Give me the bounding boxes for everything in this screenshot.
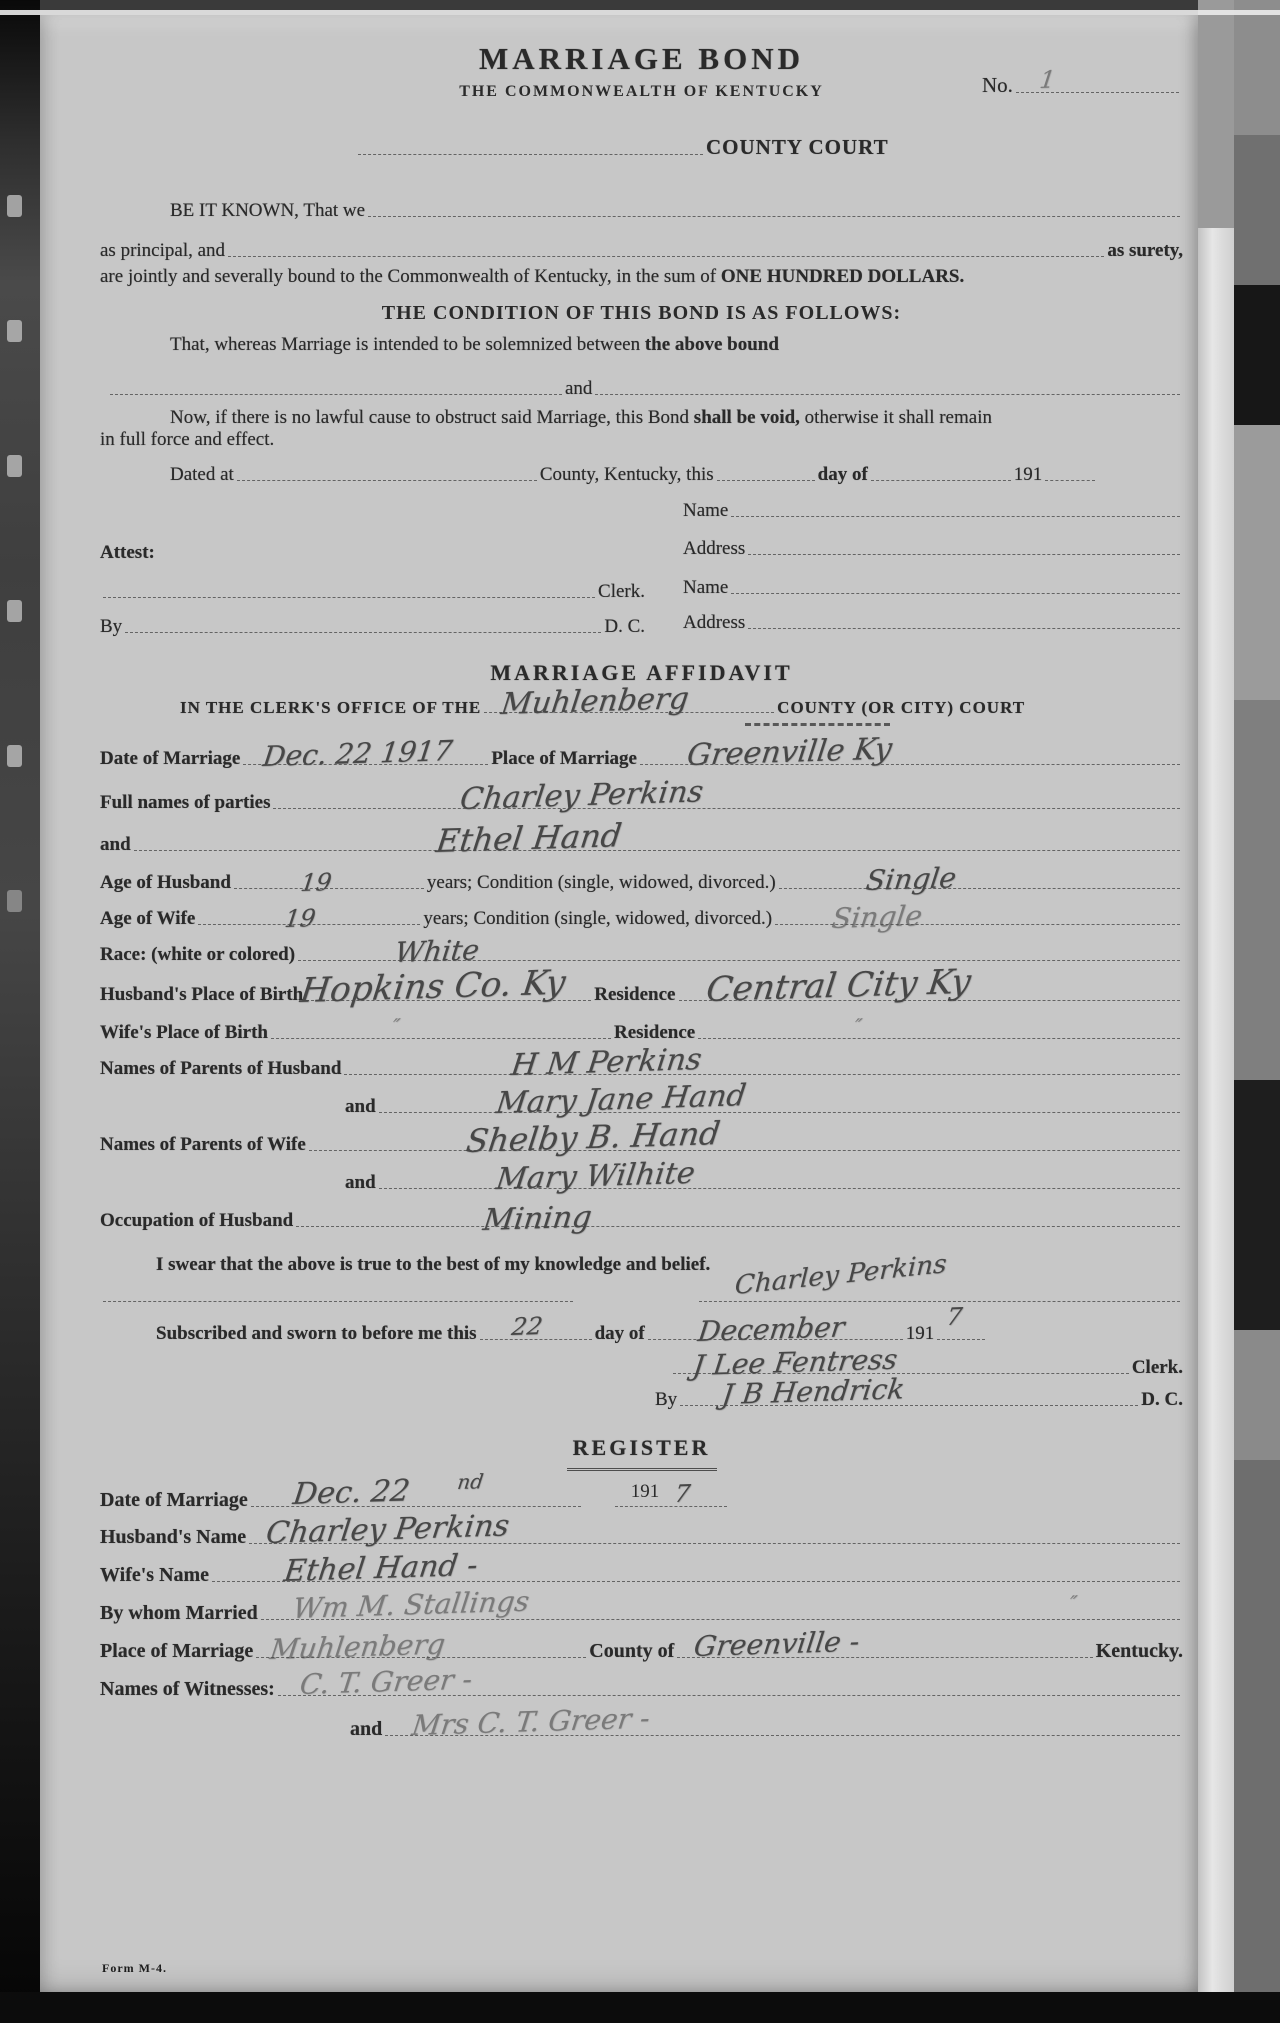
principal-name-line: [368, 211, 1180, 217]
address1-row: [683, 538, 1183, 560]
surety-name-line: [228, 251, 1104, 257]
sworn-prefix: Subscribed and sworn to before me this: [156, 1323, 477, 1344]
handwritten-date-ordinal: nd: [455, 1469, 485, 1494]
wife-birth-row: [100, 1013, 1183, 1044]
address-label: Address: [683, 612, 746, 633]
witness2-line: [385, 1701, 1180, 1742]
parents-wife-line: [309, 1114, 1180, 1160]
parties-and-row2: [100, 816, 1183, 860]
whereas-bold: the above bound: [644, 334, 779, 355]
dated-at-row: [100, 464, 1183, 486]
wife-residence-line: [698, 1013, 1180, 1039]
handwritten-married-by: Wm M. Stallings: [290, 1584, 532, 1625]
handwritten-condition-husband: Single: [863, 861, 958, 897]
race-line: [298, 933, 1180, 969]
handwritten-register-date: Dec. 22: [290, 1473, 412, 1512]
dated-county-line: [237, 475, 537, 481]
office-suffix: COUNTY (OR CITY) COURT: [777, 698, 1026, 717]
register-heading: REGISTER: [572, 1435, 711, 1460]
age-husband-line: [234, 868, 424, 897]
scan-right-edge: [1234, 0, 1280, 2023]
handwritten-marriage-place: Greenville Ky: [684, 731, 894, 773]
document-content: [40, 15, 1198, 1741]
clerk-label: Clerk.: [598, 581, 645, 602]
clerk-label: Clerk.: [1131, 1357, 1183, 1378]
county-of-label: County of: [589, 1640, 675, 1662]
by-label: By: [100, 616, 123, 637]
county-of-line: [677, 1624, 1092, 1663]
day-of-label: day of: [817, 464, 868, 485]
handwritten-wife-name: Ethel Hand: [433, 816, 624, 860]
register-year-line: [615, 1479, 727, 1508]
year-prefix: 191: [1013, 464, 1043, 485]
married-by-line: [261, 1584, 1180, 1625]
parents-husband-line: [344, 1042, 1180, 1083]
spacer: [100, 1113, 345, 1118]
name1-row: [683, 500, 1183, 522]
form-number-line: [1016, 65, 1179, 94]
occupation-row: [100, 1199, 1183, 1238]
date-line: [243, 734, 488, 773]
deputy-signature-line: [125, 627, 601, 633]
handwritten-county-of: Greenville -: [692, 1624, 862, 1663]
occupation-label: Occupation of Husband: [100, 1210, 294, 1231]
party-two-line: [595, 389, 1180, 395]
document-title: MARRIAGE BOND: [479, 41, 804, 76]
affidavit-clerk-row: [100, 1342, 1183, 1382]
state-label: Kentucky.: [1095, 1640, 1183, 1662]
register-husband-row: [100, 1508, 1183, 1551]
condition-husband-line: [779, 861, 1180, 897]
parents-husband-row: [100, 1042, 1183, 1083]
parties-line: [273, 774, 1180, 817]
sworn-day-line: [480, 1312, 592, 1341]
form-number-label: No.: [982, 73, 1013, 97]
handwritten-ditto: ″: [853, 1013, 864, 1038]
dc-label: D. C.: [1141, 1389, 1183, 1410]
dc-label: D. C.: [604, 616, 645, 637]
handwritten-father-husband: H M Perkins: [509, 1042, 705, 1083]
sworn-month-line: [648, 1310, 903, 1348]
handwritten-witness1: C. T. Greer -: [297, 1662, 475, 1701]
clerk-signature-line: [103, 592, 595, 598]
handwritten-register-place: Muhlenberg: [268, 1627, 448, 1666]
spacer: [100, 1736, 350, 1741]
office-prefix: IN THE CLERK'S OFFICE OF THE: [180, 698, 482, 717]
handwritten-condition-wife: Single: [830, 899, 925, 935]
mother-wife-line: [379, 1155, 1180, 1197]
mother-husband-line: [379, 1078, 1180, 1121]
handwritten-father-wife: Shelby B. Hand: [463, 1114, 723, 1160]
binding-stitch-mark: [7, 890, 22, 912]
handwritten-ditto: ″: [390, 1013, 402, 1038]
condition-heading: THE CONDITION OF THIS BOND IS AS FOLLOWS:: [381, 302, 902, 324]
handwritten-husband-birth: Hopkins Co. Ky: [298, 962, 568, 1011]
handwritten-mother-husband: Mary Jane Hand: [493, 1078, 748, 1121]
parties-label: Full names of parties: [100, 792, 271, 813]
party-one-line: [110, 389, 562, 395]
clerks-office-row: [100, 681, 1183, 722]
spacer: [1025, 713, 1183, 718]
binding-stitch-mark: [7, 600, 22, 622]
as-principal-label: as principal, and: [100, 240, 226, 261]
parents-husband-label: Names of Parents of Husband: [100, 1058, 342, 1079]
empty-row: [100, 500, 645, 526]
handwritten-affiant-signature: Charley Perkins: [734, 1249, 948, 1301]
affiant-signature-line: [699, 1249, 1180, 1302]
deputy-row: [100, 616, 645, 638]
day-of-label: day of: [594, 1323, 645, 1344]
county-court-label: COUNTY COURT: [706, 135, 889, 159]
attest-left-column: [100, 500, 645, 638]
and-label: and: [350, 1718, 383, 1740]
handwritten-sworn-year: 7: [945, 1302, 965, 1331]
spacer: [100, 1189, 345, 1194]
void-clause-line2: in full force and effect.: [100, 429, 275, 450]
scan-bottom-band: [0, 1992, 1280, 2023]
handwritten-race: White: [393, 933, 482, 969]
handwritten-form-number: 1: [1037, 65, 1057, 94]
spacer: [584, 1507, 612, 1512]
handwritten-clerk-signature: J Lee Fentress: [691, 1342, 900, 1382]
deputy-signature-line2: [680, 1372, 1138, 1411]
clerk-signature-row: [100, 581, 645, 603]
dated-day-line: [717, 475, 815, 481]
form-number-footer: Form M-4.: [102, 1961, 167, 1975]
and-label: and: [565, 378, 593, 399]
handwritten-ditto: ″: [1067, 1590, 1079, 1615]
handwritten-mother-wife: Mary Wilhite: [493, 1155, 697, 1197]
register-wife-row: [100, 1547, 1183, 1589]
binding-stitch-mark: [7, 455, 22, 477]
sworn-year-line: [937, 1302, 985, 1340]
oath-text: I swear that the above is true to the best of my knowledge and belief.: [156, 1254, 711, 1275]
parents-wife-and-row: [100, 1155, 1183, 1197]
handwritten-husband-residence: Central City Ky: [703, 961, 973, 1010]
register-date-row: [100, 1469, 1183, 1512]
handwritten-register-husband: Charley Perkins: [264, 1508, 512, 1551]
handwritten-witness2: Mrs C. T. Greer -: [410, 1701, 653, 1742]
be-it-known-label: BE IT KNOWN, That we: [170, 200, 366, 221]
register-wife-line: [212, 1547, 1180, 1589]
wife-birth-label: Wife's Place of Birth: [100, 1022, 268, 1043]
race-row: [100, 933, 1183, 969]
spacer: [100, 155, 355, 160]
scan-edge-gray: [1198, 0, 1234, 228]
as-principal-row: [100, 240, 1183, 262]
name-label: Name: [683, 500, 729, 521]
attest-row: [100, 542, 645, 564]
spacer: [730, 1507, 1183, 1512]
parents-husband-and-row: [100, 1078, 1183, 1121]
binding-stitch-mark: [7, 195, 22, 217]
parents-wife-row: [100, 1114, 1183, 1160]
year-prefix: 191: [905, 1323, 935, 1344]
husband-birth-row: [100, 961, 1183, 1011]
page-stack-edge: [1198, 228, 1234, 1992]
and-label: and: [345, 1096, 376, 1117]
handwritten-sworn-month: December: [695, 1310, 847, 1348]
race-label: Race: (white or colored): [100, 944, 296, 965]
residence-label: Residence: [594, 984, 676, 1005]
office-county-line: [484, 681, 774, 722]
by-label: By: [655, 1389, 678, 1410]
handwritten-occupation: Mining: [481, 1199, 594, 1238]
condition-wife-line: [775, 899, 1180, 935]
handwritten-sworn-day: 22: [509, 1312, 544, 1341]
register-year-prefix: 191: [630, 1481, 660, 1502]
register-place-line: [256, 1627, 586, 1666]
be-it-known-row: [100, 200, 1183, 222]
dated-year-line: [1045, 475, 1095, 481]
age-husband-row: [100, 861, 1183, 897]
name2-row: [683, 577, 1183, 599]
age-wife-row: [100, 899, 1183, 935]
witness1-line: [278, 1662, 1180, 1701]
address2-row: [683, 612, 1183, 634]
married-by-label: By whom Married: [100, 1602, 258, 1624]
handwritten-register-wife: Ethel Hand -: [282, 1547, 480, 1589]
parties-row: [100, 774, 1183, 817]
age-husband-label: Age of Husband: [100, 872, 231, 893]
condition-label: years; Condition (single, widowed, divorced.): [423, 908, 773, 929]
and-label: and: [345, 1172, 376, 1193]
and-label: and: [100, 834, 131, 855]
husband-birth-line: [298, 962, 591, 1011]
address1-line: [748, 549, 1180, 555]
handwritten-deputy-signature: J B Hendrick: [720, 1372, 907, 1411]
handwritten-age-wife: 19: [283, 904, 318, 933]
place-of-marriage-label: Place of Marriage: [491, 748, 637, 769]
parties-and-row: [100, 378, 1183, 400]
residence-label: Residence: [613, 1022, 696, 1043]
whereas-text: That, whereas Marriage is intended to be solemnized between: [170, 334, 641, 355]
place-line: [640, 731, 1180, 773]
as-surety-label: as surety,: [1107, 240, 1183, 261]
parents-wife-label: Names of Parents of Wife: [100, 1134, 306, 1155]
witnesses-label: Names of Witnesses:: [100, 1678, 275, 1700]
now-text: Now, if there is no lawful cause to obstruct said Marriage, this Bond: [170, 407, 690, 428]
blank-signature-line: [103, 1296, 573, 1302]
husband-residence-line: [679, 961, 1181, 1010]
register-husband-label: Husband's Name: [100, 1526, 247, 1548]
register-date-label: Date of Marriage: [100, 1489, 248, 1511]
register-witnesses-row: [100, 1662, 1183, 1701]
register-witness2-row: [100, 1701, 1183, 1742]
spacer: [576, 1302, 696, 1307]
bound-sentence: [100, 266, 1183, 288]
register-date-line: [251, 1469, 581, 1512]
dated-at-label: Dated at: [170, 464, 234, 485]
handwritten-marriage-date: Dec. 22 1917: [261, 734, 455, 773]
occupation-line: [296, 1199, 1180, 1238]
age-wife-line: [198, 904, 420, 933]
handwritten-age-husband: 19: [298, 868, 334, 897]
bound-text: are jointly and severally bound to the Commonwealth of Kentucky, in the sum of: [100, 266, 717, 287]
age-wife-label: Age of Wife: [100, 908, 196, 929]
now-tail: otherwise it shall remain: [804, 407, 992, 428]
binding-stitch-mark: [7, 745, 22, 767]
bound-sum: ONE HUNDRED DOLLARS.: [720, 266, 965, 287]
wife-name-line: [134, 816, 1180, 860]
name2-line: [731, 588, 1180, 594]
document-subtitle: THE COMMONWEALTH OF KENTUCKY: [459, 83, 824, 100]
whereas-sentence: [100, 334, 1183, 356]
spacer: [100, 1406, 655, 1411]
address2-line: [748, 623, 1180, 629]
county-court-row: [100, 135, 1183, 160]
register-place-label: Place of Marriage: [100, 1640, 254, 1662]
marriage-bond-document: [40, 15, 1198, 1992]
sworn-row: [100, 1302, 1183, 1348]
void-clause-line1: [100, 407, 1183, 429]
affidavit-heading: MARRIAGE AFFIDAVIT: [490, 660, 793, 685]
name-label: Name: [683, 577, 729, 598]
handwritten-register-year: 7: [672, 1479, 692, 1508]
spacer: [100, 1374, 670, 1379]
register-husband-line: [249, 1508, 1180, 1551]
register-married-by-row: [100, 1584, 1183, 1625]
address-label: Address: [683, 538, 746, 559]
affidavit-date-row: [100, 731, 1183, 773]
form-number-block: [982, 65, 1182, 98]
spacer: [889, 155, 1183, 160]
handwritten-husband-name: Charley Perkins: [458, 774, 706, 817]
attest-label: Attest:: [100, 542, 155, 563]
wife-birth-line: [271, 1013, 611, 1039]
now-bold: shall be void,: [693, 407, 800, 428]
register-heading-underline: [567, 1465, 717, 1471]
attest-block: [100, 500, 1183, 638]
dated-month-line: [871, 475, 1011, 481]
affidavit-deputy-row: [100, 1372, 1183, 1411]
register-place-row: [100, 1624, 1183, 1666]
register-wife-label: Wife's Name: [100, 1564, 210, 1586]
handwritten-county: Muhlenberg: [499, 681, 691, 722]
county-kentucky-label: County, Kentucky, this: [539, 464, 714, 485]
date-of-marriage-label: Date of Marriage: [100, 748, 241, 769]
condition-label: years; Condition (single, widowed, divorced.): [426, 872, 776, 893]
book-binding-edge: [0, 0, 40, 2023]
binding-stitch-mark: [7, 320, 22, 342]
attest-right-column: [645, 500, 1183, 638]
county-emphasis-line: [745, 721, 890, 726]
name1-line: [731, 511, 1180, 517]
county-name-line: [358, 149, 703, 155]
husband-birth-label: Husband's Place of Birth: [100, 984, 304, 1005]
